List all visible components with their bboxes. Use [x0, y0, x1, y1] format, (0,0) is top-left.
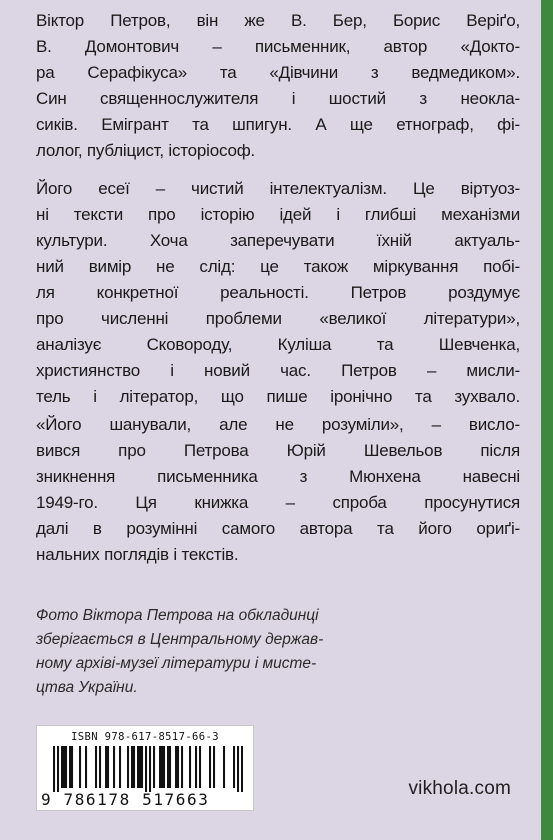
- barcode-bar: [69, 746, 71, 788]
- text-line: В. Домонтович – письменник, автор «Докто-: [36, 37, 520, 56]
- paragraph-quote: [36, 412, 520, 568]
- text-line: тель і літератор, що пише іронічно та зухвало.: [36, 387, 520, 406]
- barcode-bar: [169, 746, 171, 788]
- barcode-bar: [209, 746, 211, 788]
- text-line: далі в розумінні самого автора та його ориґі-: [36, 519, 520, 538]
- barcode-bar: [223, 746, 225, 788]
- barcode-bar: [149, 746, 151, 792]
- barcode-bar: [63, 746, 65, 788]
- barcode-bar: [189, 746, 191, 788]
- barcode-bar: [99, 746, 101, 788]
- photo-credit-caption: [36, 604, 476, 700]
- barcode-bar: [159, 746, 161, 788]
- barcode-bar: [119, 746, 121, 788]
- text-line: ний вимір не слід: це також міркування побі-: [36, 257, 520, 276]
- text-line: Син священнослужителя і шостий з неокла-: [36, 89, 520, 108]
- barcode-bar: [213, 746, 215, 788]
- barcode-bar: [79, 746, 81, 788]
- text-line: зникнення письменника з Мюнхена навесні: [36, 467, 520, 486]
- text-line: ля конкретної реальності. Петров роздумує: [36, 283, 520, 302]
- barcode-bar: [177, 746, 179, 788]
- text-line: ні тексти про історію ідей і глибші механізми: [36, 205, 520, 224]
- barcode-bar: [113, 746, 115, 788]
- barcode-bar: [53, 746, 55, 792]
- barcode-bar: [61, 746, 63, 788]
- barcode-bar: [107, 746, 109, 788]
- barcode-bar: [145, 746, 147, 792]
- green-spine-strip: [541, 0, 553, 840]
- barcode-bar: [141, 746, 143, 788]
- barcode-bar: [233, 746, 235, 788]
- caption-line: зберігається в Центральному держав-: [36, 631, 324, 648]
- text-line: сиків. Емігрант та шпигун. А ще етнограф, фі-: [36, 115, 520, 134]
- text-line: про численні проблеми «великої літератури»,: [36, 309, 520, 328]
- text-line: лолог, публіцист, історіософ.: [36, 141, 256, 160]
- barcode-bar: [57, 746, 59, 792]
- text-line: Його есеї – чистий інтелектуалізм. Це віртуоз-: [36, 179, 520, 198]
- text-line: 1949-го. Ця книжка – спроба просунутися: [36, 493, 520, 512]
- barcode-bar: [195, 746, 197, 788]
- barcode-bar: [133, 746, 135, 788]
- barcode-bar: [131, 746, 133, 788]
- caption-line: цтва України.: [36, 679, 138, 696]
- publisher-website: vikhola.com: [408, 778, 511, 799]
- barcode-bar: [161, 746, 163, 788]
- barcode-bar: [105, 746, 107, 788]
- paragraph-essays: [36, 176, 520, 410]
- barcode-bar: [137, 746, 139, 788]
- paragraph-biography: [36, 8, 520, 164]
- text-line: християнство і новий час. Петров – мисли-: [36, 361, 520, 380]
- caption-line: ному архіві-музеї літератури і мисте-: [36, 655, 317, 672]
- caption-line: Фото Віктора Петрова на обкладинці: [36, 607, 319, 624]
- barcode-bar: [237, 746, 239, 792]
- barcode-bar: [199, 746, 201, 788]
- barcode-bar: [167, 746, 169, 788]
- barcode-bar: [139, 746, 141, 788]
- text-line: аналізує Сковороду, Куліша та Шевченка,: [36, 335, 520, 354]
- isbn-barcode: [36, 725, 254, 811]
- barcode-bar: [71, 746, 73, 788]
- text-line: «Його шанували, але не розуміли», – висло-: [36, 415, 520, 434]
- text-line: культури. Хоча заперечувати їхній актуаль-: [36, 231, 520, 250]
- text-line: вився про Петрова Юрій Шевельов після: [36, 441, 520, 460]
- barcode-bar: [127, 746, 129, 788]
- text-line: нальних поглядів і текстів.: [36, 545, 239, 564]
- text-line: Віктор Петров, він же В. Бер, Борис Веріґо,: [36, 11, 520, 30]
- barcode-digits: 9 786178 517663: [41, 790, 210, 809]
- text-line: ра Серафікуса» та «Дівчини з ведмедиком».: [36, 63, 520, 82]
- barcode-bar: [181, 746, 183, 788]
- barcode-bar: [153, 746, 155, 788]
- barcode-icon: [53, 746, 243, 792]
- barcode-bar: [85, 746, 87, 788]
- barcode-bar: [163, 746, 165, 788]
- barcode-bar: [241, 746, 243, 792]
- barcode-bar: [175, 746, 177, 788]
- isbn-label: ISBN 978-617-8517-66-3: [71, 731, 219, 743]
- barcode-bar: [95, 746, 97, 788]
- barcode-bar: [65, 746, 67, 788]
